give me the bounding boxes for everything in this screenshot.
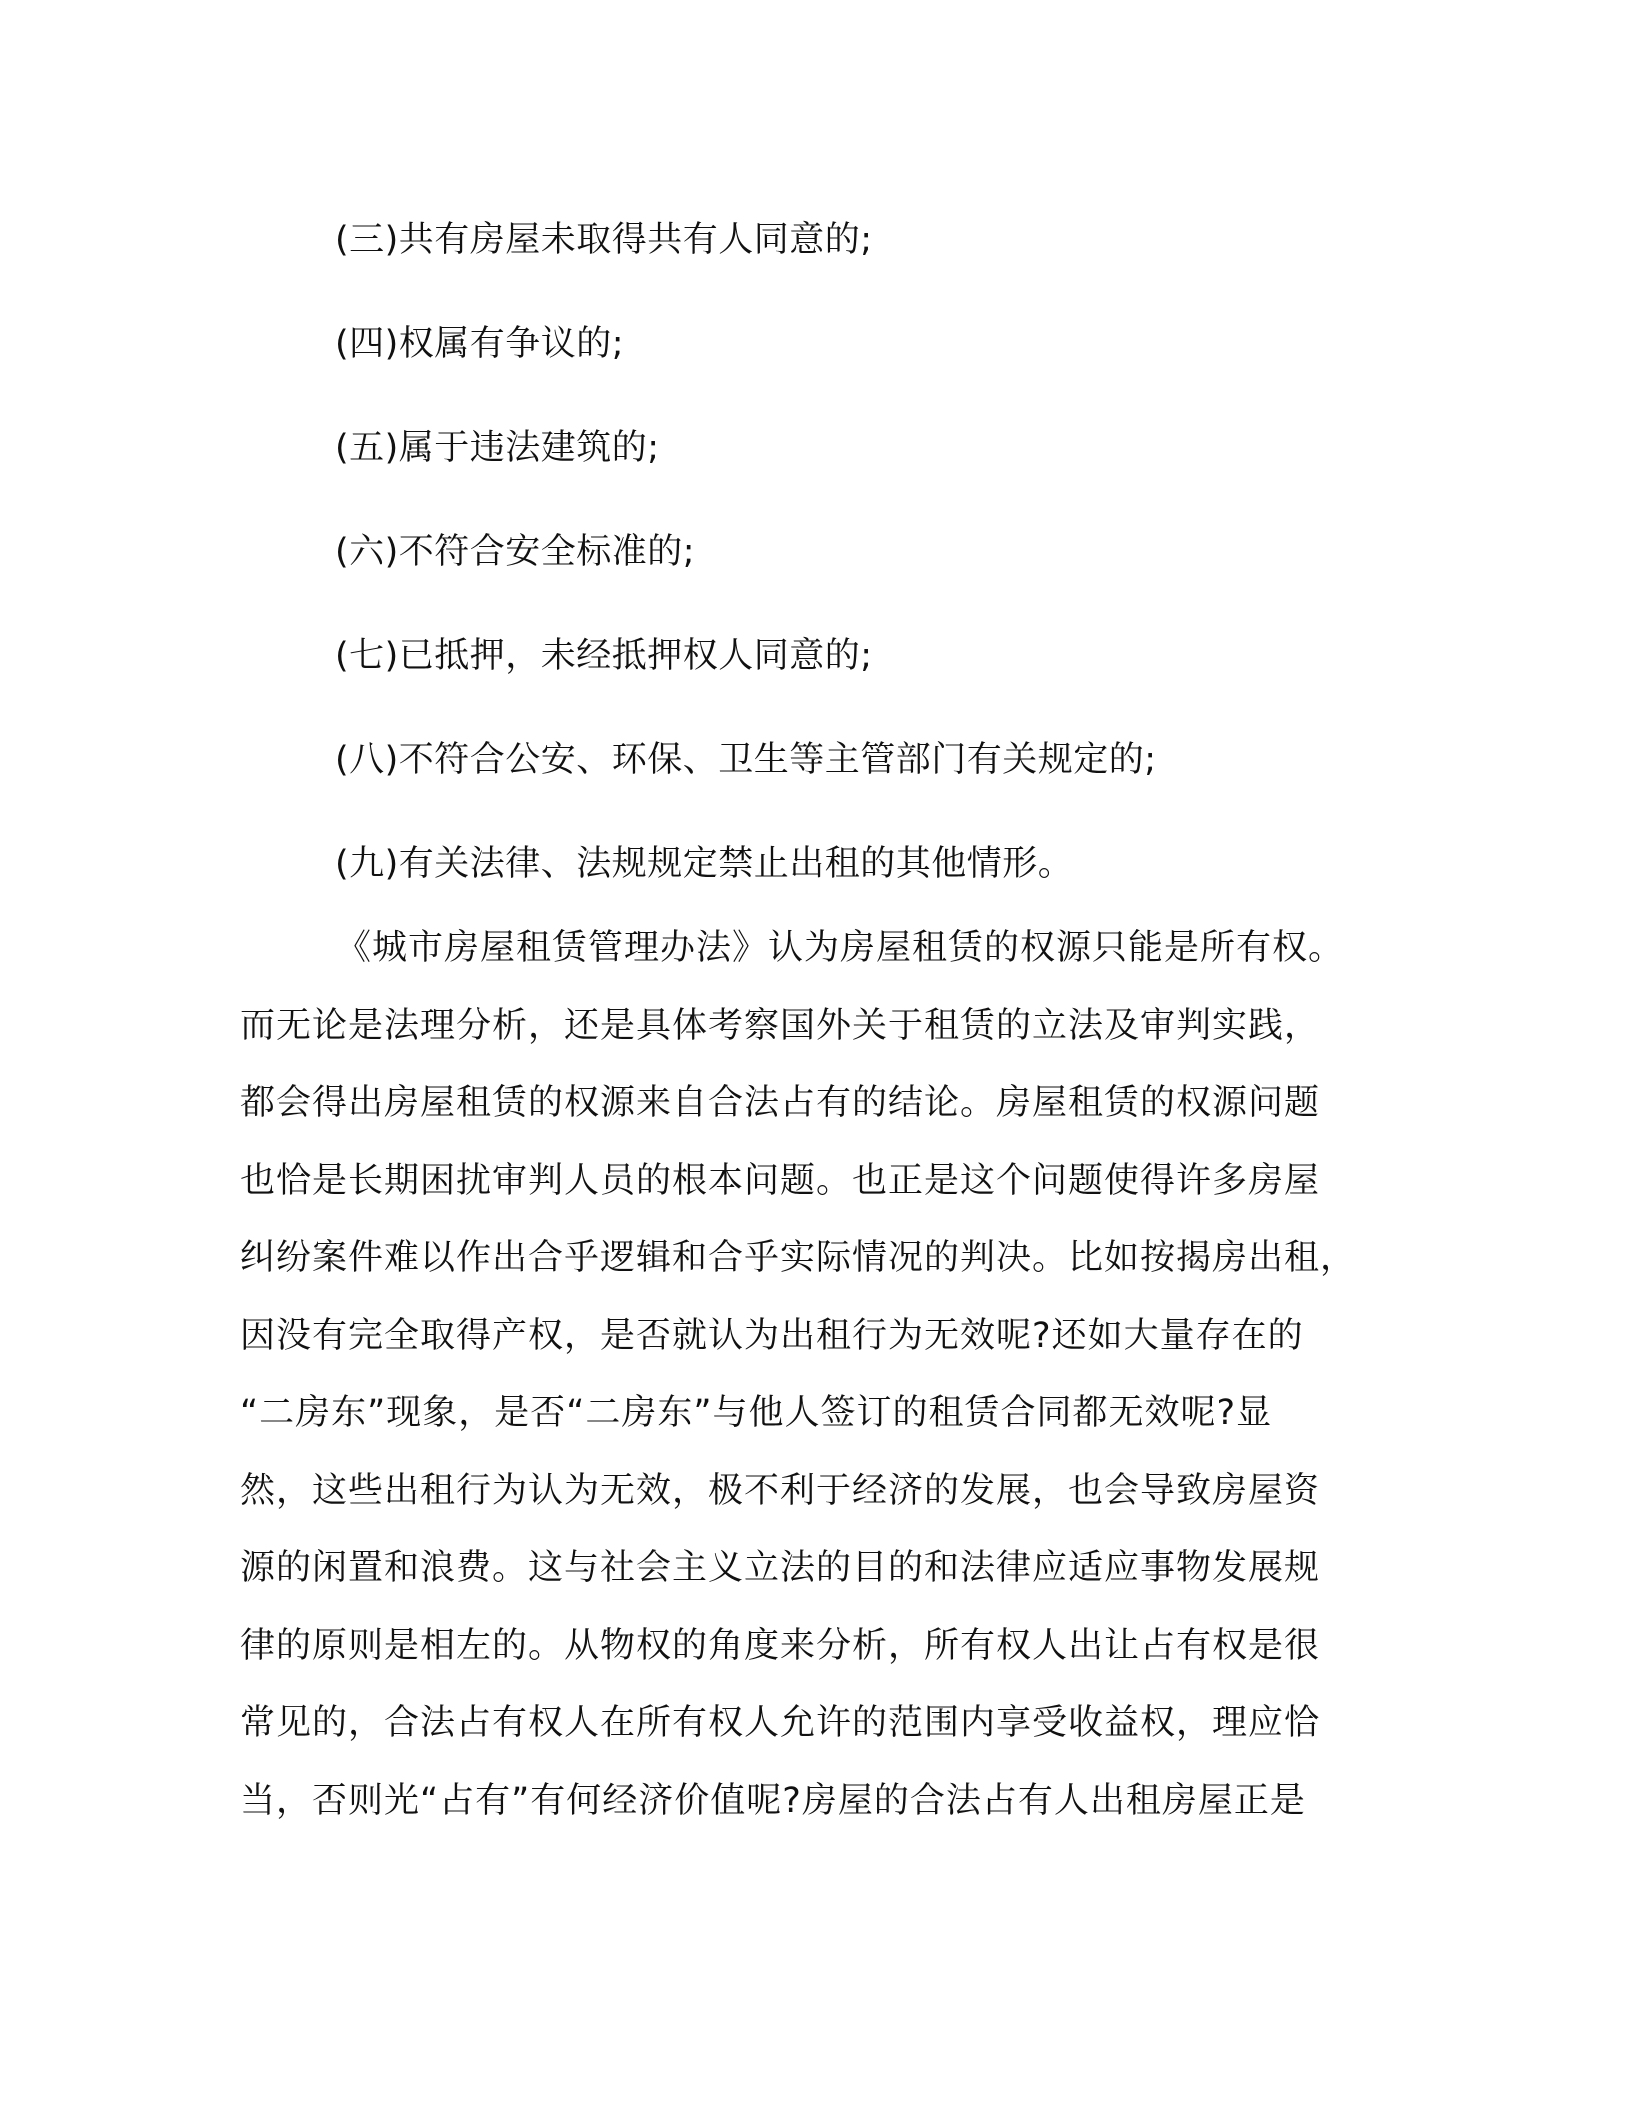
paragraph-line: 源的闲置和浪费。这与社会主义立法的目的和法律应适应事物发展规 xyxy=(240,1548,1321,1588)
list-item: (九)有关法律、法规规定禁止出租的其他情形。 xyxy=(335,844,1074,884)
paragraph-line: 也恰是长期困扰审判人员的根本问题。也正是这个问题使得许多房屋 xyxy=(240,1160,1321,1201)
prohibited-lease-conditions-list xyxy=(335,188,1435,916)
paragraph-line: 当，否则光“占有”有何经济价值呢?房屋的合法占有人出租房屋正是 xyxy=(240,1780,1306,1821)
list-item: (五)属于违法建筑的; xyxy=(335,428,660,468)
paragraph-line: 律的原则是相左的。从物权的角度来分析，所有权人出让占有权是很 xyxy=(240,1625,1321,1666)
list-item: (八)不符合公安、环保、卫生等主管部门有关规定的; xyxy=(335,740,1157,780)
paragraph-line: 然，这些出租行为认为无效，极不利于经济的发展，也会导致房屋资 xyxy=(240,1470,1321,1511)
list-item: (四)权属有争议的; xyxy=(335,324,625,364)
paragraph-line: 《城市房屋租赁管理办法》认为房屋租赁的权源只能是所有权。 xyxy=(336,928,1345,968)
paragraph-line: 常见的，合法占有权人在所有权人允许的范围内享受收益权，理应恰 xyxy=(240,1703,1321,1743)
paragraph-line: 因没有完全取得产权，是否就认为出租行为无效呢?还如大量存在的 xyxy=(240,1315,1304,1356)
paragraph-line: 都会得出房屋租赁的权源来自合法占有的结论。房屋租赁的权源问题 xyxy=(240,1083,1321,1123)
paragraph-line: 而无论是法理分析，还是具体考察国外关于租赁的立法及审判实践， xyxy=(240,1005,1321,1046)
paragraph-line: 纠纷案件难以作出合乎逻辑和合乎实际情况的判决。比如按揭房出租， xyxy=(240,1238,1357,1278)
body-paragraph xyxy=(240,910,1392,1840)
list-item: (六)不符合安全标准的; xyxy=(335,532,696,572)
list-item: (七)已抵押，未经抵押权人同意的; xyxy=(335,636,873,676)
list-item: (三)共有房屋未取得共有人同意的; xyxy=(335,220,873,260)
paragraph-line: “二房东”现象，是否“二房东”与他人签订的租赁合同都无效呢?显 xyxy=(240,1393,1273,1433)
